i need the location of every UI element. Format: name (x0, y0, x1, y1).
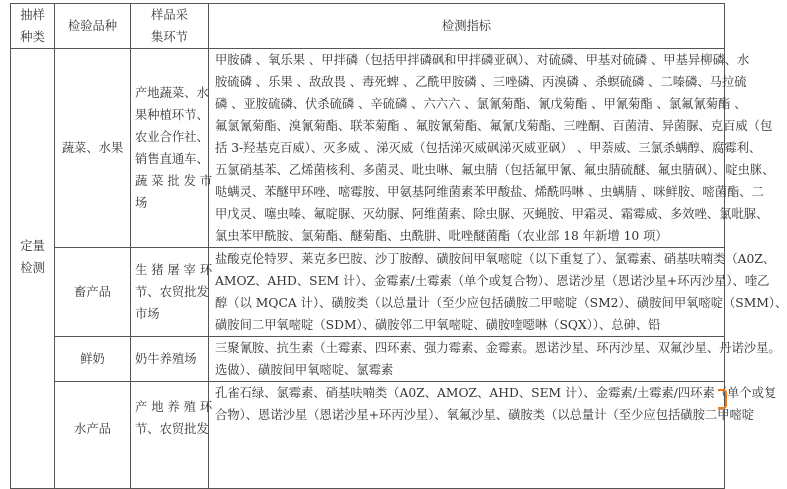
indicators-cell (209, 49, 775, 248)
text-line: 盐酸克伦特罗、莱克多巴胺、沙丁胺醇、磺胺间甲氧嘧啶（以下重复了）、氯霉素、硝基呋喃类（A0Z、 (215, 252, 776, 266)
text-line: 选做）、磺胺间甲氧嘧啶、氯霉素 (215, 363, 394, 377)
text-line: 三聚氰胺、抗生素（土霉素、四环素、强力霉素、金霉素。恩诺沙星、环丙沙星、双氟沙星、丹诺沙星。 (215, 341, 781, 355)
header-text: 种类 (20, 30, 45, 44)
text-line: 产 地 养 殖 环 (135, 400, 213, 414)
text-line: 磷 、亚胺硫磷、伏杀硫磷 、辛硫磷 、六六六 、氯氰菊酯、氰戊菊酯 、甲氰菊酯 、氯氟氰菊酯 、 (215, 97, 747, 111)
text-line: 产地蔬菜、水 (135, 86, 209, 100)
text-line: 五氯硝基苯、乙烯菌核利、多菌灵、吡虫啉、氟虫腈（包括氟甲氰、氟虫腈硫醚、氟虫腈砜）、啶虫脒、 (215, 163, 775, 177)
text-line: AMOZ、AHD、SEM 计）、金霉素/土霉素（单个或复合物）、恩诺沙星（恩诺沙星+环丙沙星）、喹乙 (215, 274, 770, 288)
table-header-row (11, 4, 725, 49)
header-text: 集环节 (151, 30, 188, 44)
indicators-cell (209, 248, 787, 337)
site-cell (131, 248, 213, 337)
text-line: 甲戊灵、噻虫嗪、氟啶脲、灭幼脲、阿维菌素、除虫脲、灭蝇胺、甲霜灵、霜霉威、多效唑、氯吡脲、 (215, 207, 769, 221)
text-line: 场 (135, 196, 148, 210)
text-line: 市场 (135, 307, 160, 321)
text-line: 甲胺磷 、氧乐果 、甲拌磷（包括甲拌磷砜和甲拌磷亚砜）、对硫磷、甲基对硫磷 、甲基异柳磷、水 (215, 53, 750, 67)
table-row (11, 248, 725, 337)
text-line: 销售直通车、 (135, 152, 209, 166)
text-line: 醇（以 MQCA 计）、磺胺类（以总量计（至少应包括磺胺二甲嘧啶（SM2）、磺胺间甲氧嘧啶（SMM）、 (215, 296, 787, 310)
site-cell (131, 337, 209, 382)
category-text: 检测 (20, 261, 45, 275)
text-line: 哒螨灵、苯醚甲环唑、嘧霉胺、甲氨基阿维菌素苯甲酸盐、烯酰吗啉 、虫螨腈 、咪鲜胺、嘧菌酯、二 (215, 185, 764, 199)
text-line: 磺胺间二甲氧嘧啶（SDM）、磺胺邻二甲氧嘧啶、磺胺喹噁啉（SQX））、总砷、铅 (215, 318, 661, 332)
header-text: 抽样 (20, 8, 45, 22)
item-cell (55, 382, 131, 489)
text-line: 节、农贸批发 (135, 285, 209, 299)
inspection-table (10, 3, 787, 489)
orange-edge-mark (718, 389, 727, 409)
text-line: 节、农贸批发 (135, 422, 209, 436)
text-line: 合物）、恩诺沙星（恩诺沙星+环丙沙星）、氧氟沙星、磺胺类（以总量计（至少应包括磺胺二甲嘧啶 (215, 408, 755, 422)
item-text: 水产品 (74, 422, 111, 436)
header-site (131, 4, 209, 49)
text-line: 生 猪 屠 宰 环 (135, 263, 213, 277)
table-row (11, 49, 725, 248)
table-row (11, 337, 725, 382)
text-line: 括 3-羟基克百威）、灭多威 、涕灭威（包括涕灭威砜涕灭威亚砜） 、甲萘威、三氯杀螨醇、腐霉利、 (215, 141, 762, 155)
site-cell (131, 382, 213, 489)
text-line: 氟氯氰菊酯、溴氰菊酯、联苯菊酯 、氟胺氰菊酯、氟氰戊菊酯、三唑酮、百菌清、异菌脲、克百威（包 (215, 119, 773, 133)
text-line: 果种植环节、 (135, 108, 209, 122)
header-item: 检验品种 (55, 4, 131, 49)
item-cell: 畜产品 (55, 248, 131, 337)
text-line: 农业合作社、 (135, 130, 209, 144)
indicators-cell (209, 382, 777, 489)
text-line: 孔雀石绿、氯霉素、硝基呋喃类（A0Z、AMOZ、AHD、SEM 计）、金霉素/土霉素/四环素（单个或复 (215, 386, 777, 400)
category-cell (11, 49, 55, 489)
header-indicators: 检测指标 (209, 4, 725, 49)
text-line: 蔬 菜 批 发 市 (135, 174, 213, 188)
item-cell: 蔬菜、水果 (55, 49, 131, 248)
table-row (11, 382, 725, 489)
header-text: 样品采 (151, 8, 188, 22)
text-line: 胺硫磷 、乐果 、敌敌畏 、毒死蜱 、乙酰甲胺磷 、三唑磷、丙溴磷 、杀螟硫磷 、二嗪磷、马拉硫 (215, 75, 747, 89)
indicators-cell (209, 337, 781, 382)
text-line: 氯虫苯甲酰胺、氯菊酯、醚菊酯、虫酰肼、吡唑醚菌酯（农业部 18 年新增 10 项） (215, 229, 668, 243)
header-sampling-type (11, 4, 55, 49)
text-line: 奶牛养殖场 (135, 352, 197, 366)
category-text: 定量 (20, 239, 45, 253)
site-cell (131, 49, 213, 248)
item-cell: 鲜奶 (55, 337, 131, 382)
